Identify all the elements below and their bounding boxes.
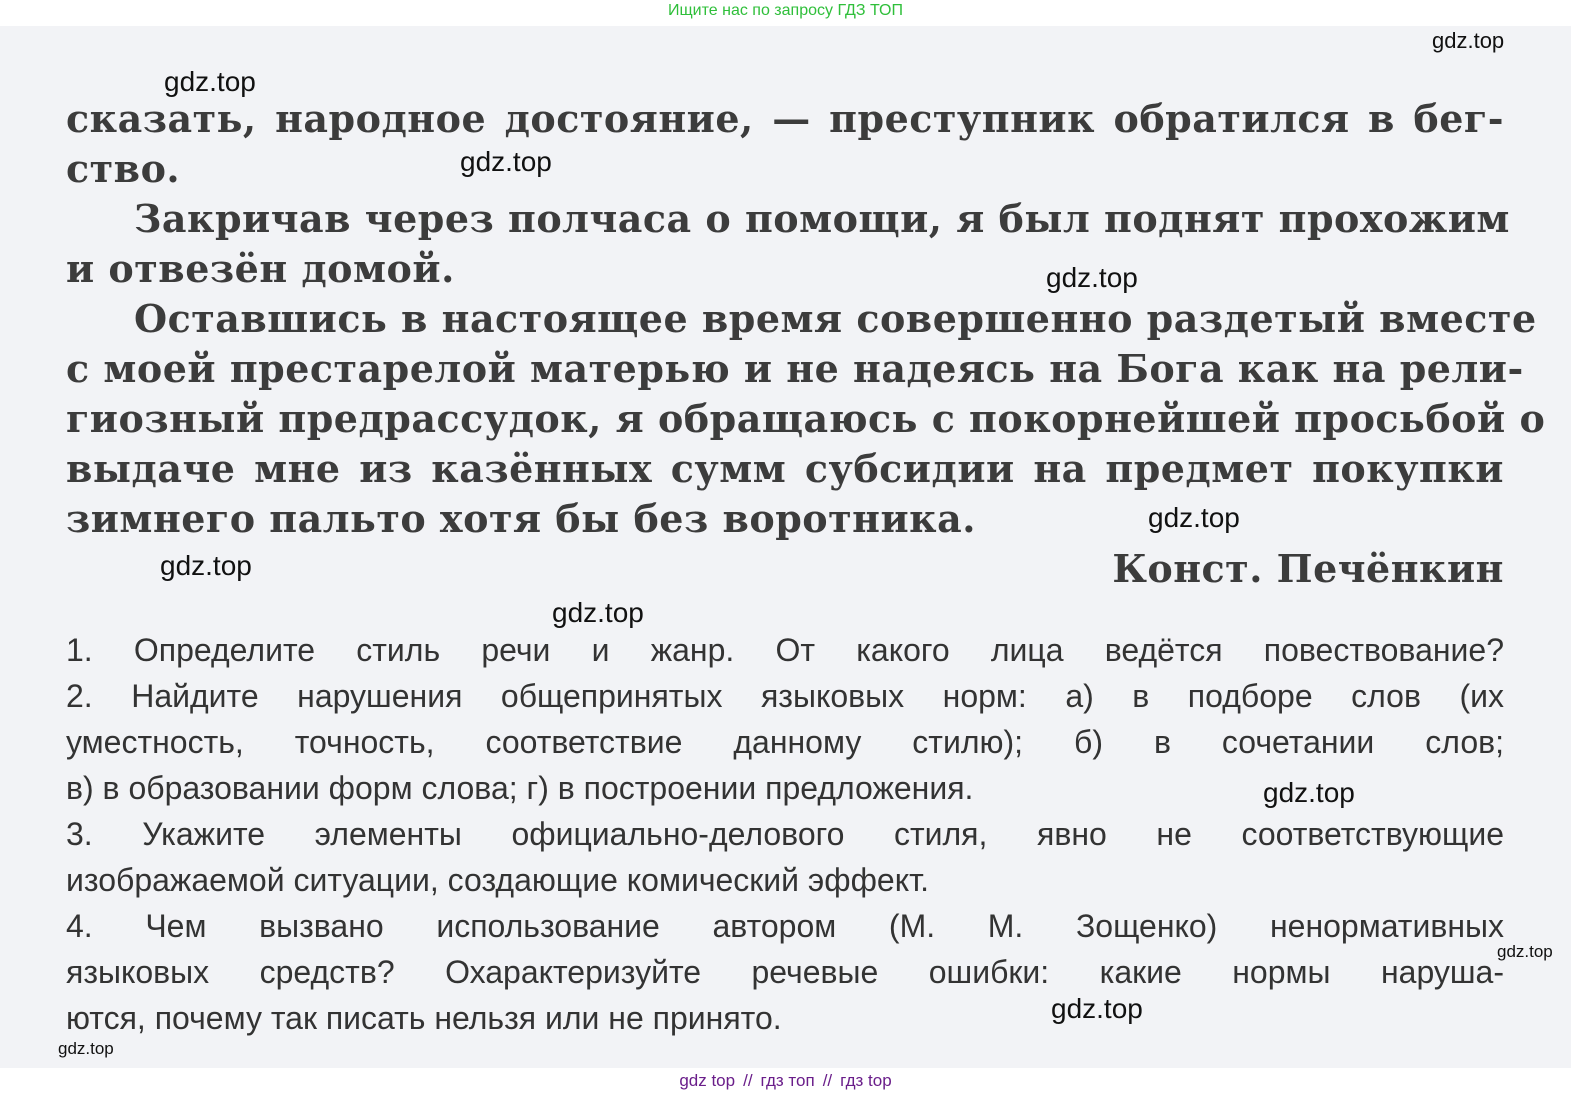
watermark: gdz.top [58,1039,114,1058]
watermark: gdz.top [164,66,256,97]
question-line-5: 3. Укажите элементы официально-делового стиля, явно не соответствующие [66,816,1504,852]
text-line-7: гиозный предрассудок, я обращаюсь с покорнейшей просьбой о [66,396,1546,441]
question-line-8: языковых средств? Охарактеризуйте речевые ошибки: какие нормы наруша- [66,954,1504,990]
footer-links [0,1071,1571,1091]
watermark: gdz.top [1263,777,1355,808]
top-banner: Ищите нас по запросу ГДЗ ТОП [668,2,903,19]
footer-link-gdz-top[interactable]: gdz top [679,1071,736,1090]
question-line-7: 4. Чем вызвано использование автором (М. М. Зощенко) ненормативных [66,908,1504,944]
watermark: gdz.top [1051,993,1143,1024]
watermark: gdz.top [460,146,552,177]
footer-link-gdz-top-mixed[interactable]: гдз top [840,1071,892,1090]
watermark: gdz.top [1046,262,1138,293]
text-line-8: выдаче мне из казённых сумм субсидии на предмет покупки [66,446,1504,491]
question-line-3: уместность, точность, соответствие данному стилю); б) в сочетании слов; [66,724,1504,760]
watermark: gdz.top [1497,942,1553,961]
watermark: gdz.top [160,550,252,581]
signature: Конст. Печёнкин [1112,546,1504,591]
text-line-1: сказать, народное достояние, — преступник обратился в бег- [66,96,1504,141]
text-line-3: Закричав через полчаса о помощи, я был поднят прохожим [134,196,1510,241]
footer-link-gdz-top-ru[interactable]: гдз топ [760,1071,815,1090]
text-line-5: Оставшись в настоящее время совершенно раздетый вместе [134,296,1537,341]
text-line-2: ство. [66,146,181,191]
footer-separator: // [743,1071,753,1090]
watermark: gdz.top [1432,28,1505,53]
question-line-2: 2. Найдите нарушения общепринятых языковых норм: а) в подборе слов (их [66,678,1504,714]
watermark: gdz.top [552,597,644,628]
text-line-6: с моей престарелой матерью и не надеясь на Бога как на рели- [66,346,1524,391]
text-line-4: и отвезён домой. [66,246,455,291]
question-line-1: 1. Определите стиль речи и жанр. От какого лица ведётся повествование? [66,632,1504,668]
footer-separator: // [822,1071,833,1090]
watermark: gdz.top [1148,502,1240,533]
text-line-9: зимнего пальто хотя бы без воротника. [66,496,976,541]
question-line-4: в) в образовании форм слова; г) в построении предложения. [66,770,974,806]
question-line-9: ются, почему так писать нельзя или не принято. [66,1000,782,1036]
question-line-6: изображаемой ситуации, создающие комический эффект. [66,862,930,898]
